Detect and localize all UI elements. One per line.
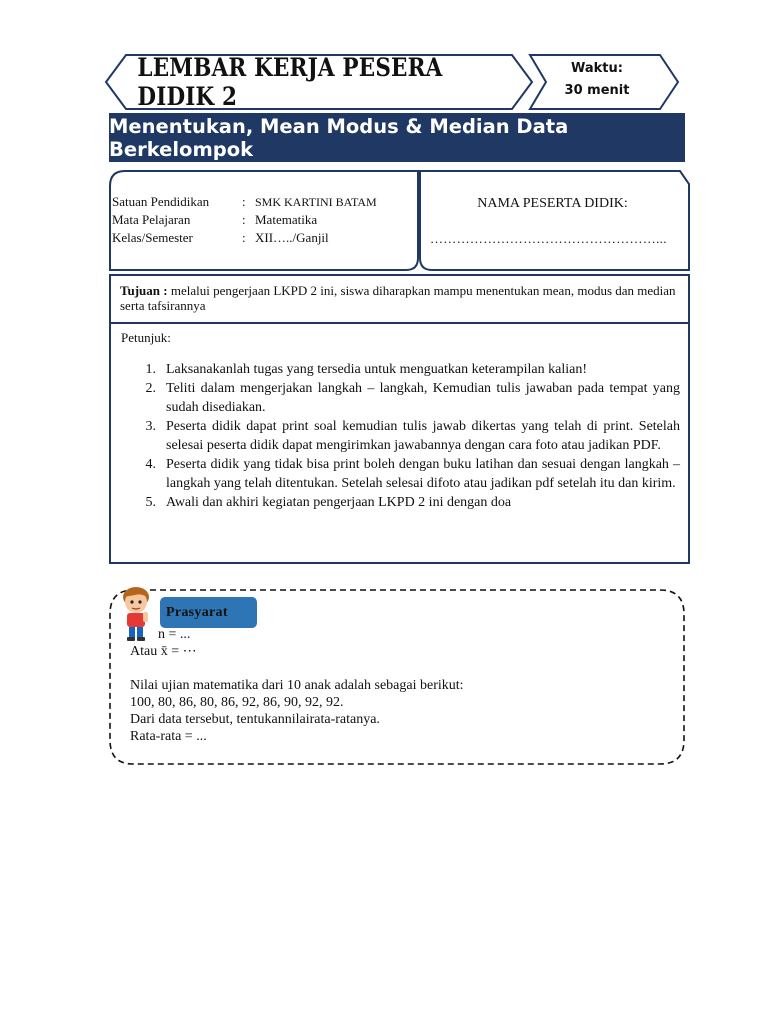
- info-row: [112, 193, 377, 211]
- info-value: XII…../Ganjil: [255, 230, 329, 245]
- item-number: 5.: [145, 495, 156, 510]
- item-number: 3.: [145, 419, 156, 434]
- instructions-list: [120, 360, 680, 512]
- list-item: [120, 417, 680, 455]
- prerequisite-line: [130, 660, 464, 677]
- objective-label: Tujuan :: [120, 283, 168, 298]
- prerequisite-line: n = ...: [158, 627, 191, 642]
- info-sep: :: [242, 230, 246, 245]
- thinking-boy-icon: [117, 586, 157, 642]
- info-row: [112, 229, 377, 247]
- student-name-field[interactable]: ……………………………………………...: [430, 231, 667, 246]
- student-name-label: NAMA PESERTA DIDIK:: [477, 196, 628, 211]
- item-text: Laksanakanlah tugas yang tersedia untuk menguatkan keterampilan kalian!: [166, 362, 588, 377]
- prerequisite-line: Dari data tersebut, tentukannilairata-ratanya.: [130, 712, 380, 727]
- objective: [120, 283, 680, 313]
- prerequisite-line: Nilai ujian matematika dari 10 anak adalah sebagai berikut:: [130, 678, 464, 693]
- info-row: [112, 211, 377, 229]
- item-number: 4.: [145, 457, 156, 472]
- school-info: [112, 193, 377, 247]
- info-value: Matematika: [255, 212, 318, 227]
- prerequisite-line: Rata-rata = ...: [130, 729, 207, 744]
- list-item: [120, 379, 680, 417]
- item-text: Peserta didik yang tidak bisa print boleh dengan buku latihan dan sesuai dengan langkah – langkah yang telah ditentukan. Setelah selesai difoto atau jadikan pdf setelah itu dan kirim.: [166, 457, 680, 491]
- info-sep: :: [242, 194, 246, 209]
- prerequisite-badge: [160, 597, 257, 628]
- list-item: [120, 360, 680, 379]
- info-value: SMK KARTINI BATAM: [255, 195, 377, 209]
- prerequisite-content: [130, 626, 464, 745]
- info-key: Satuan Pendidikan: [112, 194, 210, 209]
- topic-banner: Menentukan, Mean Modus & Median Data Berkelompok: [109, 113, 685, 162]
- info-sep: :: [242, 212, 246, 227]
- item-text: Teliti dalam mengerjakan langkah – langkah, Kemudian tulis jawaban pada tempat yang sudah disediakan.: [166, 381, 680, 415]
- item-number: 2.: [145, 381, 156, 396]
- waktu-value: 30 menit: [564, 83, 630, 98]
- prerequisite-line: Atau x̄ = ⋯: [130, 644, 197, 659]
- item-number: 1.: [145, 362, 156, 377]
- instructions-label: Petunjuk:: [121, 330, 171, 345]
- time-box: [522, 58, 672, 102]
- info-key: Kelas/Semester: [112, 230, 193, 245]
- nama-box-shape: [420, 171, 689, 270]
- page-title: LEMBAR KERJA PESERA DIDIK 2: [137, 53, 443, 111]
- objective-text: melalui pengerjaan LKPD 2 ini, siswa diharapkan mampu menentukan mean, modus dan median serta tafsirannya: [120, 283, 676, 313]
- waktu-label: Waktu:: [571, 61, 623, 76]
- list-item: [120, 455, 680, 493]
- info-key: Mata Pelajaran: [112, 212, 191, 227]
- list-item: [120, 493, 680, 512]
- prerequisite-badge-label: Prasyarat: [166, 604, 228, 620]
- item-text: Peserta didik dapat print soal kemudian tulis jawab dikertas yang telah di print. Setelah selesai peserta didik dapat mengirimkan jawabannya dengan cara foto atau jadikan PDF.: [166, 419, 680, 453]
- prerequisite-line: 100, 80, 86, 80, 86, 92, 86, 90, 92, 92.: [130, 695, 344, 710]
- item-text: Awali dan akhiri kegiatan pengerjaan LKPD 2 ini dengan doa: [166, 495, 512, 510]
